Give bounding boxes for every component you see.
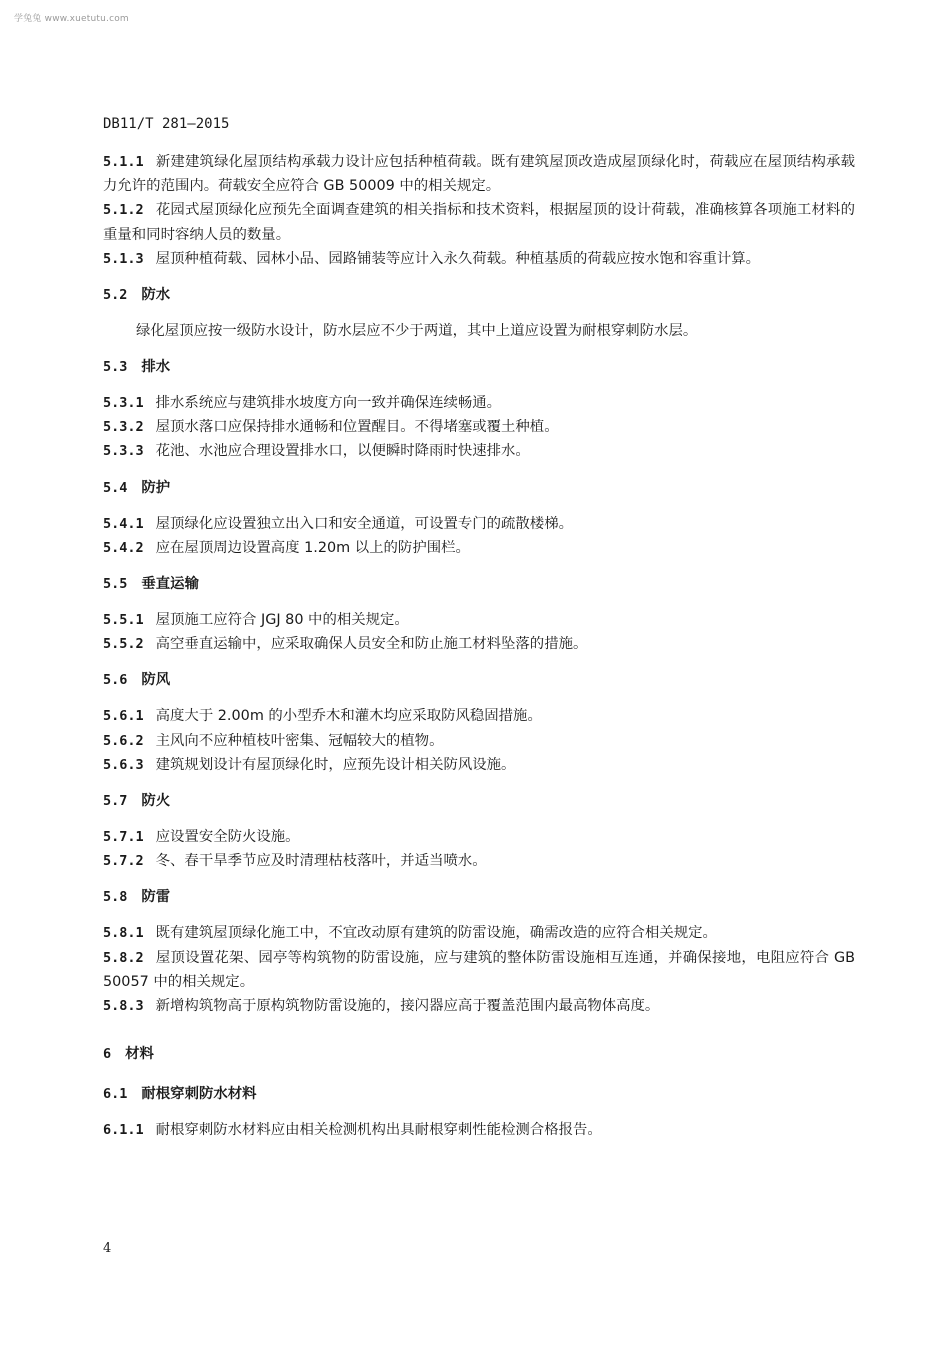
document-body xyxy=(103,150,855,1142)
clause-5-8-3: 5.8.3 新增构筑物高于原构筑物防雷设施的，接闪器应高于覆盖范围内最高物体高度。 xyxy=(103,998,660,1015)
heading-6-1: 6.1 耐根穿刺防水材料 xyxy=(103,1086,257,1103)
page-number: 4 xyxy=(103,1241,112,1256)
clause-5-5-1: 5.5.1 屋顶施工应符合 JGJ 80 中的相关规定。 xyxy=(103,612,409,629)
clause-5-3-2: 5.3.2 屋顶水落口应保持排水通畅和位置醒目。不得堵塞或覆土种植。 xyxy=(103,419,559,436)
clause-5-6-3: 5.6.3 建筑规划设计有屋顶绿化时，应预先设计相关防风设施。 xyxy=(103,756,516,773)
heading-5-2: 5.2 防水 xyxy=(103,287,171,304)
clause-5-7-1: 5.7.1 应设置安全防火设施。 xyxy=(103,829,300,846)
heading-5-3: 5.3 排水 xyxy=(103,359,171,376)
clause-5-6-1: 5.6.1 高度大于 2.00m 的小型乔木和灌木均应采取防风稳固措施。 xyxy=(103,708,542,725)
heading-5-7: 5.7 防火 xyxy=(103,793,171,810)
clause-5-1-2: 5.1.2 花园式屋顶绿化应预先全面调查建筑的相关指标和技术资料，根据屋顶的设计荷载，准确核算各项施工材料的重量和同时容纳人员的数量。 xyxy=(103,202,855,243)
clause-6-1-1: 6.1.1 耐根穿刺防水材料应由相关检测机构出具耐根穿刺性能检测合格报告。 xyxy=(103,1122,602,1139)
clause-5-8-1: 5.8.1 既有建筑屋顶绿化施工中，不宜改动原有建筑的防雷设施，确需改造的应符合相关规定。 xyxy=(103,925,717,942)
clause-5-6-2: 5.6.2 主风向不应种植枝叶密集、冠幅较大的植物。 xyxy=(103,732,444,749)
heading-5-5: 5.5 垂直运输 xyxy=(103,576,199,593)
clause-5-3-3: 5.3.3 花池、水池应合理设置排水口，以便瞬时降雨时快速排水。 xyxy=(103,443,530,460)
clause-5-8-2: 5.8.2 屋顶设置花架、园亭等构筑物的防雷设施，应与建筑的整体防雷设施相互连通，并确保接地，电阻应符合 GB 50057 中的相关规定。 xyxy=(103,949,855,990)
clause-5-5-2: 5.5.2 高空垂直运输中，应采取确保人员安全和防止施工材料坠落的措施。 xyxy=(103,636,588,653)
clause-5-1-1: 5.1.1 新建建筑绿化屋顶结构承载力设计应包括种植荷载。既有建筑屋顶改造成屋顶绿化时，荷载应在屋顶结构承载力允许的范围内。荷载安全应符合 GB 50009 中的相关规定。 xyxy=(103,154,855,195)
standard-code-header: DB11/T 281—2015 xyxy=(103,116,230,132)
heading-5-8: 5.8 防雷 xyxy=(103,889,171,906)
watermark-text: 学兔兔 www.xuetutu.com xyxy=(14,14,129,24)
clause-5-3-1: 5.3.1 排水系统应与建筑排水坡度方向一致并确保连续畅通。 xyxy=(103,395,502,412)
heading-5-6: 5.6 防风 xyxy=(103,672,171,689)
chapter-6-heading: 6 材料 xyxy=(103,1046,154,1063)
clause-5-4-1: 5.4.1 屋顶绿化应设置独立出入口和安全通道，可设置专门的疏散楼梯。 xyxy=(103,515,573,532)
heading-5-4: 5.4 防护 xyxy=(103,479,171,496)
paragraph-5-2: 绿化屋顶应按一级防水设计，防水层应不少于两道，其中上道应设置为耐根穿刺防水层。 xyxy=(136,323,698,340)
clause-5-7-2: 5.7.2 冬、春干旱季节应及时清理枯枝落叶，并适当喷水。 xyxy=(103,853,487,870)
clause-5-1-3: 5.1.3 屋顶种植荷载、园林小品、园路铺装等应计入永久荷载。种植基质的荷载应按水饱和容重计算。 xyxy=(103,250,761,267)
clause-5-4-2: 5.4.2 应在屋顶周边设置高度 1.20m 以上的防护围栏。 xyxy=(103,539,470,556)
